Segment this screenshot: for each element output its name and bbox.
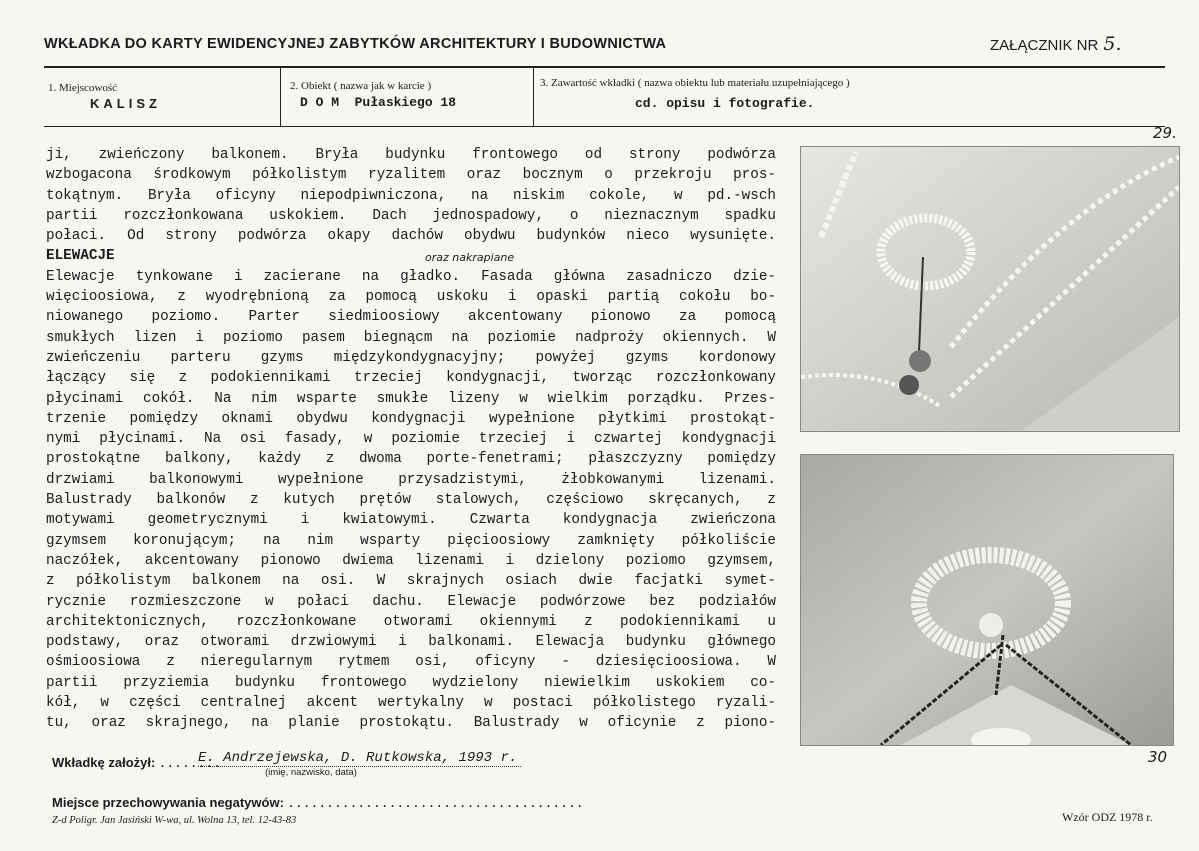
text-line: drzwiami balkonowymi wypełnione przysadzistymi, żłobkowanymi lizenami.	[46, 471, 776, 488]
ceiling-lamp-photo-icon	[801, 147, 1179, 431]
field-divider-2	[533, 68, 534, 126]
place-value: KALISZ	[90, 96, 161, 111]
description-text	[46, 145, 776, 734]
text-line: łączący się z podokiennikami trzeciej kondygnacji, tworząc rozczłonkowany	[46, 370, 776, 387]
photo-ceiling-lamp	[800, 146, 1180, 432]
handwritten-insert: oraz nakrapiane	[425, 251, 515, 264]
text-line: nymi płycinami. Na osi fasady, w poziomie trzeciej i czwartej kondygnacji	[46, 431, 776, 448]
storage-label: Miejsce przechowywania negatywów:	[52, 795, 284, 810]
object-value: D O M Pułaskiego 18	[300, 95, 457, 110]
text-line: motywami geometrycznymi i kwiatowymi. Czwarta kondygnacja zwieńczona	[46, 512, 776, 529]
text-line: Balustrady balkonów z kutych prętów stalowych, częściowo skręcanych, z	[46, 492, 776, 509]
ceiling-rosette-photo-icon	[801, 455, 1173, 745]
text-line: wzbogacona środkowym półkolistym ryzalitem oraz bocznym o przekroju pros-	[46, 167, 776, 184]
author-dots: ........	[158, 756, 221, 771]
sheet-number-bottom: 30	[1148, 748, 1168, 766]
photo-ceiling-rosette	[800, 454, 1174, 746]
top-rule	[44, 66, 1165, 68]
attachment-number-value: 5.	[1103, 33, 1122, 55]
attachment-number	[990, 33, 1122, 55]
text-line: architektonicznych, rozczłonkowane otworami okiennymi z podokiennikami u	[46, 613, 776, 630]
text-line: gzymsem koronującym; na nim wsparty pięcioosiowy zamknięty półkoliście	[46, 532, 776, 549]
text-line: Elewacje tynkowane i zacierane na gładko. Fasada główna zasadniczo dzie-	[46, 268, 776, 285]
text-line: podstawy, oraz otworami drzwiowymi i balkonami. Elewacja budynku głównego	[46, 634, 776, 651]
text-line: kół, w części centralnej akcent wertykalny w postaci półkolistego ryzali-	[46, 695, 776, 712]
storage-dots: ......................................	[287, 796, 584, 811]
object-label: 2. Obiekt ( nazwa jak w karcie )	[290, 80, 432, 92]
sheet-number-top: 29.	[1153, 124, 1177, 142]
text-line: zwieńczeniu parteru gzyms międzykondygnacyjny; powyżej gzyms kordonowy	[46, 349, 776, 366]
content-value: cd. opisu i fotografie.	[635, 96, 815, 111]
section-heading: ELEWACJE	[46, 248, 115, 265]
text-line: więcioosiowa, z wyodrębnioną za pomocą uskoku i opaski partią cokołu bo-	[46, 289, 776, 306]
text-line: smukłych lizen i poziomo pasem biegnącm na poziomie nadproży okiennych. W	[46, 329, 776, 346]
text-line: płycinami cokół. Na nim wsparte smukłe lizeny w wielkim porządku. Przes-	[46, 390, 776, 407]
author-value: E. Andrzejewska, D. Rutkowska, 1993 r.	[198, 750, 521, 767]
form-version: Wzór ODZ 1978 r.	[1062, 810, 1153, 824]
text-line: tokątnym. Bryła oficyny niepodpiwniczona, na niskim cokole, w pd.-wsch	[46, 187, 776, 204]
text-line: tu, oraz skrajnego, na planie prostokątu. Balustrady w oficynie z piono-	[46, 715, 776, 732]
printer-imprint: Z-d Poligr. Jan Jasiński W-wa, ul. Wolna 13, tel. 12-43-83	[52, 815, 297, 826]
text-line: naczółek, akcentowany pionowo dwiema lizenami i dzielony poziomo gzymsem,	[46, 552, 776, 569]
text-line: rycznie rozmieszczone w połaci dachu. Elewacje podwórzowe bez podziałów	[46, 593, 776, 610]
author-row	[52, 755, 221, 771]
author-hint: (imię, nazwisko, data)	[265, 767, 357, 778]
author-label: Wkładkę założył:	[52, 755, 156, 770]
text-line: partii przyziemia budynku frontowego wydzielony niewielkim uskokiem co-	[46, 674, 776, 691]
text-line: z półkolistym balkonem na osi. W skrajnych osiach dwie facjatki symet-	[46, 573, 776, 590]
text-line: partii rozczłonkowana uskokiem. Dach jednospadowy, o nieznacznym spadku	[46, 207, 776, 224]
content-label: 3. Zawartość wkładki ( nazwa obiektu lub materiału uzupełniającego )	[540, 77, 850, 89]
storage-row	[52, 795, 584, 811]
form-title: WKŁADKA DO KARTY EWIDENCYJNEJ ZABYTKÓW ARCHITEKTURY I BUDOWNICTWA	[44, 36, 667, 52]
text-line: ośmioosiowa z nieregularnym rytmem osi, oficyny - dziesięcioosiowa. W	[46, 654, 776, 671]
text-line: niowanego poziomo. Parter siedmioosiowy akcentowany pionowo za pomocą	[46, 309, 776, 326]
text-line: trzenie pomiędzy oknami obydwu kondygnacji wypełnione płytkimi prostokąt-	[46, 410, 776, 427]
place-label: 1. Miejscowość	[48, 82, 118, 94]
text-line: połaci. Od strony podwórza okapy dachów obydwu budynków nieco wysunięte.	[46, 228, 776, 245]
text-line: ji, zwieńczony balkonem. Bryła budynku frontowego od strony podwórza	[46, 147, 776, 163]
fields-bottom-rule	[44, 126, 1165, 127]
attachment-label: ZAŁĄCZNIK NR	[990, 37, 1099, 54]
field-divider-1	[280, 68, 281, 126]
text-line: prostokątne balkony, każdy z dwoma porte-fenetrami; płaszczyzny pomiędzy	[46, 451, 776, 468]
